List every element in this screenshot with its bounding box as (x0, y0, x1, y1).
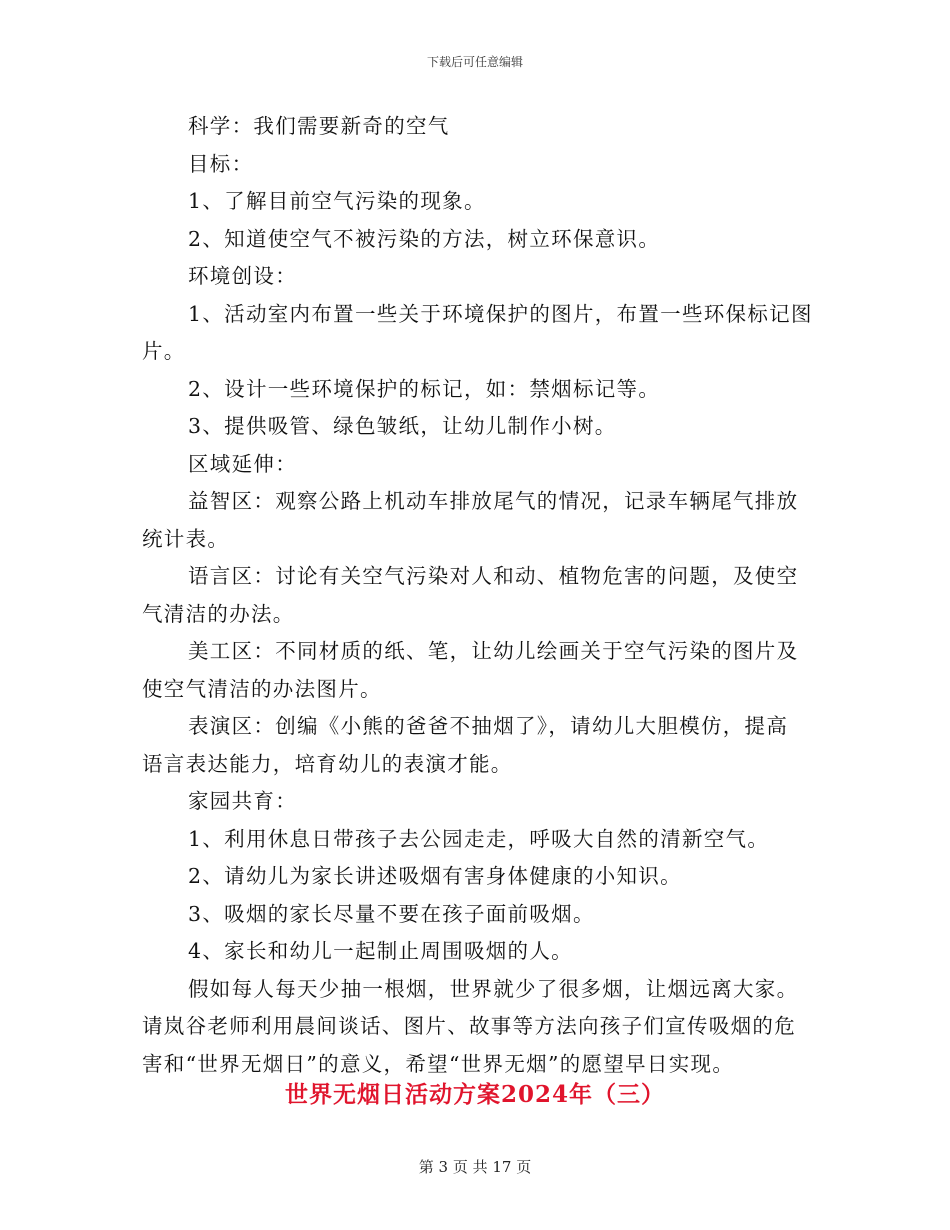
paragraph-line: 2、请幼儿为家长讲述吸烟有害身体健康的小知识。 (188, 864, 682, 888)
paragraph-line: 3、提供吸管、绿色皱纸，让幼儿制作小树。 (188, 414, 617, 438)
paragraph-line: 1、活动室内布置一些关于环境保护的图片，布置一些环保标记图 (188, 301, 813, 326)
paragraph-line: 美工区：不同材质的纸、笔，让幼儿绘画关于空气污染的图片及 (188, 639, 799, 663)
paragraph-line: 气清洁的办法。 (142, 601, 295, 626)
paragraph-line: 片。 (142, 339, 186, 363)
paragraph-line: 表演区：创编《小熊的爸爸不抽烟了》，请幼儿大胆模仿，提高 (188, 714, 789, 738)
document-body (142, 108, 813, 1083)
page-number-footer: 第 3 页 共 17 页 (418, 1158, 532, 1176)
paragraph-line: 家园共育： (188, 789, 297, 813)
paragraph-line: 假如每人每天少抽一根烟，世界就少了很多烟，让烟远离大家。 (188, 976, 799, 1001)
paragraph-line: 环境创设： (188, 264, 297, 288)
paragraph-line: 科学：我们需要新奇的空气 (188, 114, 450, 138)
section-title: 世界无烟日活动方案2024年（三） (284, 1081, 665, 1108)
paragraph-line: 2、设计一些环境保护的标记，如：禁烟标记等。 (188, 376, 661, 401)
paragraph-line: 害和“世界无烟日”的意义，希望“世界无烟”的愿望早日实现。 (142, 1051, 735, 1076)
page-header-note: 下载后可任意编辑 (426, 55, 523, 69)
paragraph-line: 区域延伸： (188, 451, 297, 476)
paragraph-line: 语言区：讨论有关空气污染对人和动、植物危害的问题，及使空 (188, 564, 799, 588)
paragraph-line: 语言表达能力，培育幼儿的表演才能。 (142, 751, 513, 776)
paragraph-line: 益智区：观察公路上机动车排放尾气的情况，记录车辆尾气排放 (188, 489, 799, 513)
paragraph-line: 目标： (188, 151, 254, 176)
paragraph-line: 3、吸烟的家长尽量不要在孩子面前吸烟。 (188, 901, 595, 926)
paragraph-line: 请岚谷老师利用晨间谈话、图片、故事等方法向孩子们宣传吸烟的危 (142, 1014, 796, 1038)
paragraph-line: 使空气清洁的办法图片。 (142, 676, 382, 701)
paragraph-line: 2、知道使空气不被污染的方法，树立环保意识。 (188, 226, 661, 251)
paragraph-line: 统计表。 (142, 526, 230, 551)
paragraph-line: 1、了解目前空气污染的现象。 (188, 189, 486, 213)
paragraph-line: 1、利用休息日带孩子去公园走走，呼吸大自然的清新空气。 (188, 826, 770, 851)
paragraph-line: 4、家长和幼儿一起制止周围吸烟的人。 (188, 939, 573, 963)
